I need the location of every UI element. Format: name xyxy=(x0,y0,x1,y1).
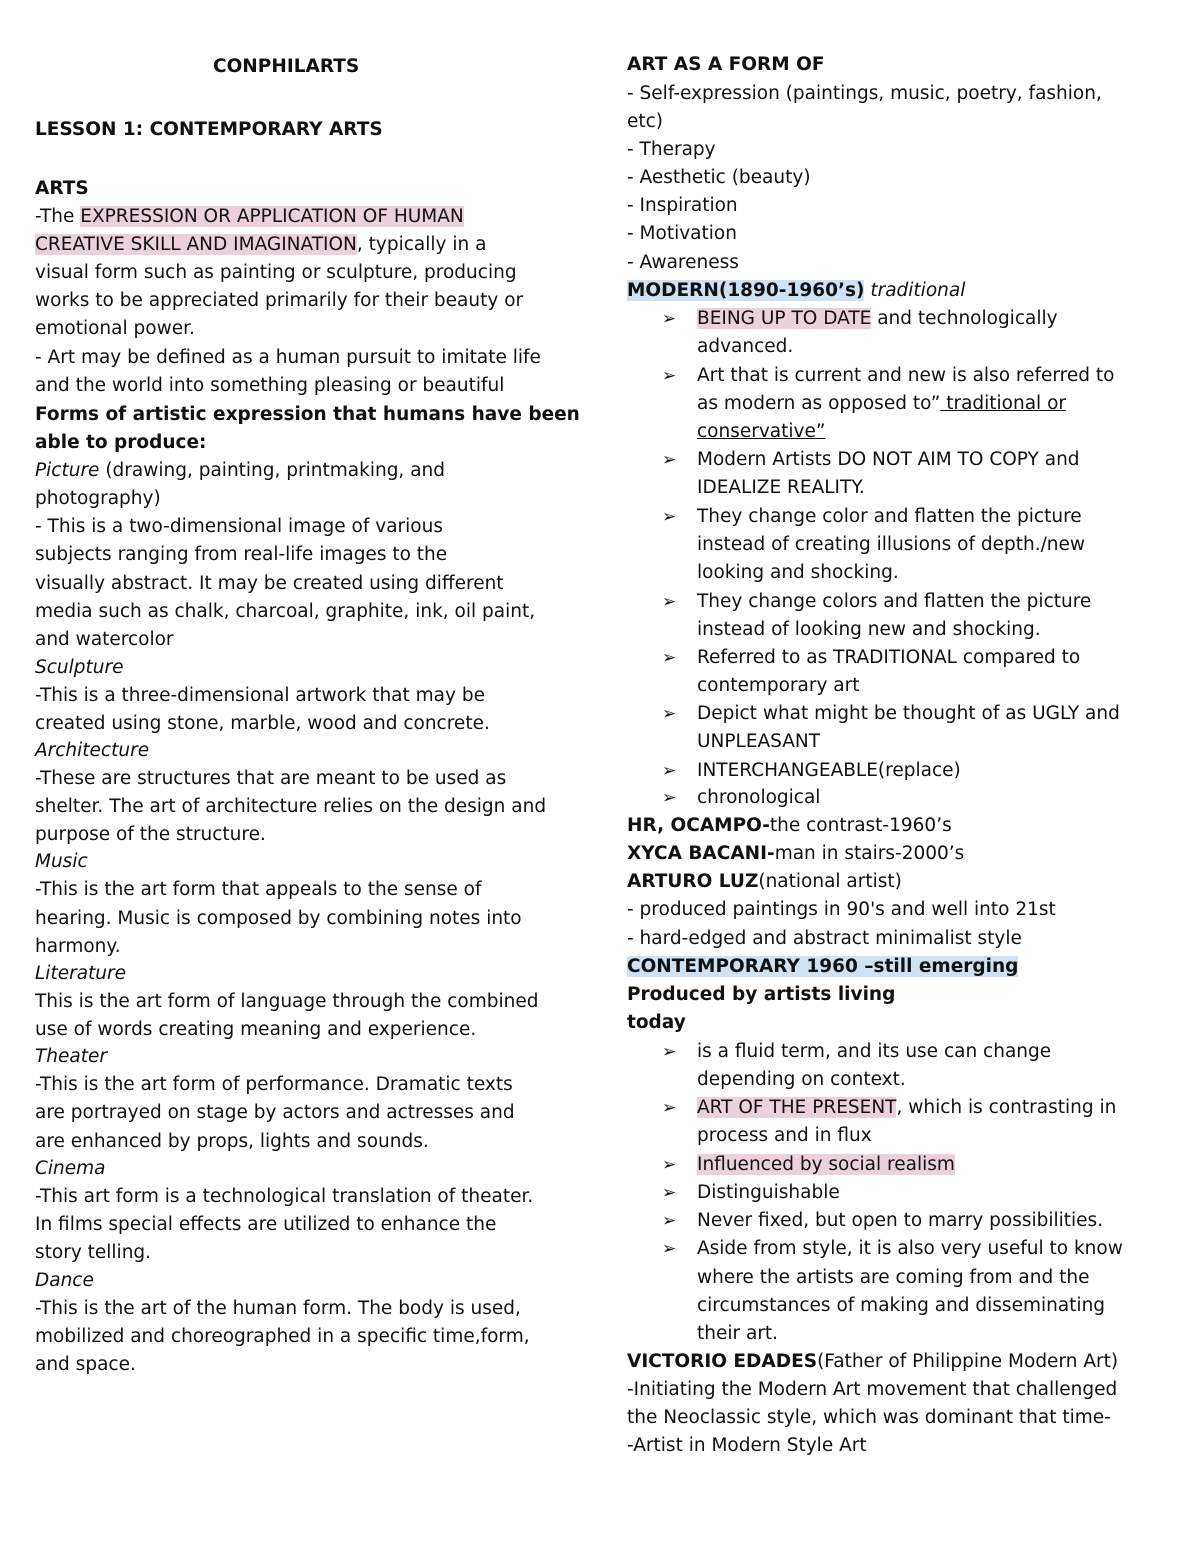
cinema-label: Cinema xyxy=(35,1158,106,1179)
art-form-item: - Therapy xyxy=(627,139,716,160)
arrow-bullet-icon: ➢ xyxy=(662,309,677,329)
picture-line: photography) xyxy=(35,488,161,509)
architecture-line: purpose of the structure. xyxy=(35,824,266,845)
architecture-label: Architecture xyxy=(35,740,150,761)
modern-bullet: advanced. xyxy=(697,336,794,357)
contemporary-sub: today xyxy=(627,1012,686,1033)
edades-line: -Artist in Modern Style Art xyxy=(627,1435,867,1456)
dance-line: mobilized and choreographed in a specific time,form, xyxy=(35,1326,530,1347)
picture-line: subjects ranging from real-life images to the xyxy=(35,544,448,565)
contemporary-bullet: depending on context. xyxy=(697,1069,906,1090)
contemporary-bullet: process and in flux xyxy=(697,1125,872,1146)
modern-bullet: UNPLEASANT xyxy=(697,731,821,752)
artist-line: - produced paintings in 90's and well into 21st xyxy=(627,899,1056,920)
modern-bullet: BEING UP TO DATE and technologically xyxy=(697,308,1058,329)
modern-bullet: Referred to as TRADITIONAL compared to xyxy=(697,647,1081,668)
arts-def-line: - Art may be defined as a human pursuit to imitate life xyxy=(35,347,541,368)
dance-label: Dance xyxy=(35,1270,94,1291)
lesson-heading: LESSON 1: CONTEMPORARY ARTS xyxy=(35,119,383,140)
modern-bullet: Modern Artists DO NOT AIM TO COPY and xyxy=(697,449,1080,470)
modern-bullet: INTERCHANGEABLE(replace) xyxy=(697,760,961,781)
arrow-bullet-icon: ➢ xyxy=(662,1098,677,1118)
arrow-bullet-icon: ➢ xyxy=(662,788,677,808)
art-form-item: - Self-expression (paintings, music, poetry, fashion, xyxy=(627,83,1102,104)
architecture-line: -These are structures that are meant to be used as xyxy=(35,768,507,789)
picture-line: and watercolor xyxy=(35,629,174,650)
artist-line: HR, OCAMPO-the contrast-1960’s xyxy=(627,815,952,836)
literature-line: This is the art form of language through the combined xyxy=(35,991,539,1012)
edades-heading: VICTORIO EDADES(Father of Philippine Modern Art) xyxy=(627,1351,1119,1372)
modern-bullet: They change color and flatten the picture xyxy=(697,506,1082,527)
contemporary-sub: Produced by artists living xyxy=(627,984,896,1005)
arrow-bullet-icon: ➢ xyxy=(662,507,677,527)
music-line: harmony. xyxy=(35,936,121,957)
modern-bullet: looking and shocking. xyxy=(697,562,899,583)
art-form-item: - Inspiration xyxy=(627,195,738,216)
theater-line: are enhanced by props, lights and sounds. xyxy=(35,1131,429,1152)
contemporary-bullet: where the artists are coming from and the xyxy=(697,1267,1090,1288)
music-label: Music xyxy=(35,851,88,872)
sculpture-line: created using stone, marble, wood and concrete. xyxy=(35,713,490,734)
picture-line: visually abstract. It may be created using different xyxy=(35,573,504,594)
modern-bullet: contemporary art xyxy=(697,675,860,696)
contemporary-bullet: Influenced by social realism xyxy=(697,1154,955,1175)
contemporary-bullet: Aside from style, it is also very useful to know xyxy=(697,1238,1123,1259)
picture-line: media such as chalk, charcoal, graphite, ink, oil paint, xyxy=(35,601,536,622)
theater-label: Theater xyxy=(35,1046,107,1067)
cinema-line: story telling. xyxy=(35,1242,152,1263)
contemporary-bullet: circumstances of making and disseminating xyxy=(697,1295,1106,1316)
modern-bullet: IDEALIZE REALITY. xyxy=(697,477,865,498)
art-form-item: etc) xyxy=(627,111,664,132)
modern-bullet: Depict what might be thought of as UGLY and xyxy=(697,703,1120,724)
arts-def-line: emotional power. xyxy=(35,318,195,339)
arrow-bullet-icon: ➢ xyxy=(662,704,677,724)
modern-bullet: Art that is current and new is also referred to xyxy=(697,365,1115,386)
music-line: hearing. Music is composed by combining notes into xyxy=(35,908,522,929)
art-form-heading: ART AS A FORM OF xyxy=(627,54,825,75)
arrow-bullet-icon: ➢ xyxy=(662,1042,677,1062)
arrow-bullet-icon: ➢ xyxy=(662,592,677,612)
architecture-line: shelter. The art of architecture relies on the design and xyxy=(35,796,547,817)
artist-line: - hard-edged and abstract minimalist style xyxy=(627,928,1022,949)
arts-heading: ARTS xyxy=(35,178,89,199)
modern-bullet: They change colors and flatten the picture xyxy=(697,591,1092,612)
arrow-bullet-icon: ➢ xyxy=(662,1155,677,1175)
music-line: -This is the art form that appeals to the sense of xyxy=(35,879,482,900)
forms-heading: able to produce: xyxy=(35,432,207,453)
arts-def-line: visual form such as painting or sculpture, producing xyxy=(35,262,517,283)
modern-bullet: instead of creating illusions of depth./new xyxy=(697,534,1086,555)
cinema-line: -This art form is a technological translation of theater. xyxy=(35,1186,534,1207)
contemporary-heading: CONTEMPORARY 1960 –still emerging xyxy=(627,956,1019,977)
contemporary-bullet: Never fixed, but open to marry possibilities. xyxy=(697,1210,1104,1231)
edades-line: -Initiating the Modern Art movement that challenged xyxy=(627,1379,1118,1400)
sculpture-label: Sculpture xyxy=(35,657,124,678)
edades-line: the Neoclassic style, which was dominant that time- xyxy=(627,1407,1111,1428)
contemporary-bullet: their art. xyxy=(697,1323,779,1344)
picture-line: Picture (drawing, painting, printmaking, and xyxy=(35,460,446,481)
contemporary-bullet: is a fluid term, and its use can change xyxy=(697,1041,1052,1062)
page-title: CONPHILARTS xyxy=(213,56,360,77)
sculpture-line: -This is a three-dimensional artwork that may be xyxy=(35,685,485,706)
contemporary-bullet: Distinguishable xyxy=(697,1182,840,1203)
arrow-bullet-icon: ➢ xyxy=(662,1211,677,1231)
arrow-bullet-icon: ➢ xyxy=(662,1183,677,1203)
theater-line: -This is the art form of performance. Dramatic texts xyxy=(35,1074,513,1095)
arrow-bullet-icon: ➢ xyxy=(662,648,677,668)
arts-def-line: CREATIVE SKILL AND IMAGINATION, typically in a xyxy=(35,234,487,255)
cinema-line: In films special effects are utilized to enhance the xyxy=(35,1214,497,1235)
art-form-item: - Awareness xyxy=(627,252,739,273)
arrow-bullet-icon: ➢ xyxy=(662,450,677,470)
arts-def-line: and the world into something pleasing or beautiful xyxy=(35,375,505,396)
artist-line: ARTURO LUZ(national artist) xyxy=(627,871,902,892)
modern-bullet: as modern as opposed to” traditional or xyxy=(697,393,1067,414)
arts-def-line: works to be appreciated primarily for their beauty or xyxy=(35,290,524,311)
art-form-item: - Motivation xyxy=(627,223,737,244)
artist-line: XYCA BACANI-man in stairs-2000’s xyxy=(627,843,965,864)
modern-bullet: chronological xyxy=(697,787,821,808)
art-form-item: - Aesthetic (beauty) xyxy=(627,167,811,188)
forms-heading: Forms of artistic expression that humans have been xyxy=(35,404,580,425)
modern-bullet: conservative” xyxy=(697,421,826,442)
dance-line: -This is the art of the human form. The body is used, xyxy=(35,1298,521,1319)
arrow-bullet-icon: ➢ xyxy=(662,761,677,781)
arrow-bullet-icon: ➢ xyxy=(662,366,677,386)
theater-line: are portrayed on stage by actors and actresses and xyxy=(35,1102,515,1123)
contemporary-bullet: ART OF THE PRESENT, which is contrasting in xyxy=(697,1097,1117,1118)
modern-heading: MODERN(1890-1960’s) traditional xyxy=(627,280,966,301)
literature-line: use of words creating meaning and experience. xyxy=(35,1019,477,1040)
picture-line: - This is a two-dimensional image of various xyxy=(35,516,443,537)
arrow-bullet-icon: ➢ xyxy=(662,1239,677,1259)
dance-line: and space. xyxy=(35,1354,136,1375)
modern-bullet: instead of looking new and shocking. xyxy=(697,619,1041,640)
arts-def-line: -The EXPRESSION OR APPLICATION OF HUMAN xyxy=(35,206,464,227)
literature-label: Literature xyxy=(35,963,126,984)
